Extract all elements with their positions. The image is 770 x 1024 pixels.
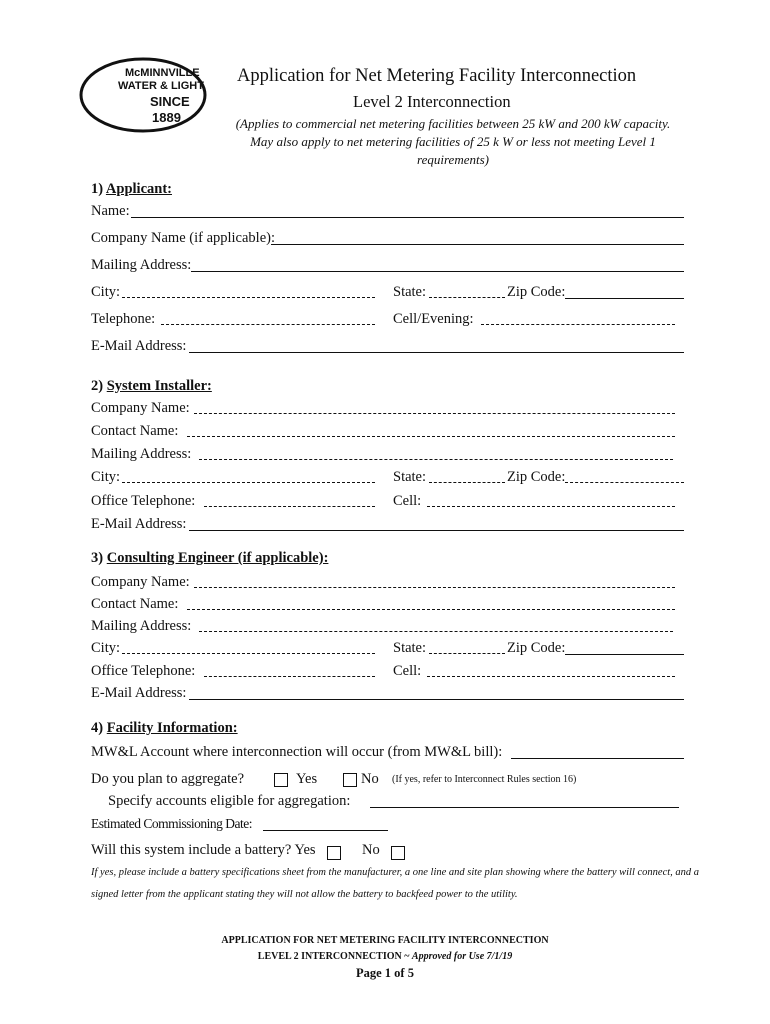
installer-mailing-field[interactable]	[199, 459, 673, 460]
facility-account-row	[91, 742, 684, 762]
applicant-name-row	[91, 201, 684, 221]
installer-office-label: Office Telephone:	[91, 493, 196, 509]
engineer-city-row	[91, 638, 684, 658]
installer-state-field[interactable]	[429, 482, 505, 483]
engineer-email-field[interactable]	[189, 699, 684, 700]
engineer-email-label: E-Mail Address:	[91, 685, 187, 701]
engineer-email-row	[91, 683, 684, 703]
engineer-cell-field[interactable]	[427, 676, 675, 677]
aggregate-yes-checkbox[interactable]	[274, 773, 288, 787]
facility-account-field[interactable]	[511, 758, 684, 759]
engineer-phone-row	[91, 661, 684, 681]
commissioning-row	[91, 814, 391, 834]
applicant-telephone-field[interactable]	[161, 324, 375, 325]
applicant-name-label: Name:	[91, 203, 130, 219]
installer-city-row	[91, 467, 684, 487]
logo-text-3: SINCE	[150, 94, 190, 109]
logo-text-2: WATER & LIGHT	[118, 80, 204, 92]
installer-city-field[interactable]	[122, 482, 375, 483]
aggregate-no-checkbox[interactable]	[343, 773, 357, 787]
applicant-cell-field[interactable]	[481, 324, 675, 325]
engineer-office-field[interactable]	[204, 676, 375, 677]
applicant-state-label: State:	[393, 284, 427, 300]
installer-company-field[interactable]	[194, 413, 675, 414]
engineer-mailing-field[interactable]	[199, 631, 673, 632]
engineer-company-row	[91, 572, 684, 592]
engineer-office-label: Office Telephone:	[91, 663, 196, 679]
section-engineer-heading: 3) Consulting Engineer (if applicable):	[91, 550, 329, 566]
commissioning-field[interactable]	[263, 830, 388, 831]
footer-approved: Approved for Use 7/1/19	[411, 951, 513, 962]
footer-line-1: APPLICATION FOR NET METERING FACILITY INTERCONNECTION	[221, 935, 549, 946]
engineer-zip-field[interactable]	[565, 654, 684, 655]
installer-zip-label: Zip Code:	[507, 469, 566, 485]
applicant-city-label: City:	[91, 284, 121, 300]
specify-row	[108, 791, 679, 811]
footer-level: LEVEL 2 INTERCONNECTION ~	[257, 951, 412, 962]
specify-label: Specify accounts eligible for aggregation:	[108, 793, 351, 809]
applicant-zip-label: Zip Code:	[507, 284, 566, 300]
engineer-company-label: Company Name:	[91, 574, 190, 590]
battery-note: If yes, please include a battery specifications sheet from the manufacturer, a one line and site plan showing where the battery will connect, and a signed letter from the applicant stating they will not allow the battery to backfeed power to the utility.	[91, 867, 700, 900]
applicant-telephone-label: Telephone:	[91, 311, 156, 327]
battery-yes-checkbox[interactable]	[327, 846, 341, 860]
battery-row	[91, 840, 421, 860]
installer-zip-field[interactable]	[565, 482, 684, 483]
applicant-phone-row	[91, 309, 684, 329]
logo-text-4: 1889	[152, 110, 181, 125]
engineer-contact-field[interactable]	[187, 609, 675, 610]
aggregate-question: Do you plan to aggregate?	[91, 771, 245, 787]
aggregate-yes-label: Yes	[296, 771, 318, 787]
applicant-email-row	[91, 336, 684, 356]
page-subtitle: Level 2 Interconnection	[353, 92, 511, 111]
installer-state-label: State:	[393, 469, 427, 485]
installer-cell-field[interactable]	[427, 506, 675, 507]
installer-phone-row	[91, 491, 684, 511]
applicant-email-label: E-Mail Address:	[91, 338, 187, 354]
applicant-state-field[interactable]	[429, 297, 505, 298]
footer-line-2	[0, 951, 770, 962]
applicant-zip-field[interactable]	[565, 298, 684, 299]
applicant-company-field[interactable]	[271, 244, 684, 245]
applicant-city-field[interactable]	[122, 297, 375, 298]
applicant-mailing-field[interactable]	[191, 271, 684, 272]
battery-no-checkbox[interactable]	[391, 846, 405, 860]
applicant-cell-label: Cell/Evening:	[393, 311, 474, 327]
engineer-state-field[interactable]	[429, 653, 505, 654]
engineer-city-field[interactable]	[122, 653, 375, 654]
applicant-mailing-row	[91, 255, 684, 275]
applicant-name-field[interactable]	[131, 217, 684, 218]
engineer-city-label: City:	[91, 640, 121, 656]
applicability-note: (Applies to commercial net metering facilities between 25 kW and 200 kW capacity. May also apply to net metering facilities of 25 k W or less not meeting Level 1 requirements)	[235, 116, 671, 167]
aggregate-row	[91, 769, 684, 789]
logo-text-1: McMINNVILLE	[125, 67, 200, 79]
facility-account-label: MW&L Account where interconnection will occur (from MW&L bill):	[91, 744, 503, 760]
aggregate-no-label: No	[361, 771, 379, 787]
engineer-company-field[interactable]	[194, 587, 675, 588]
battery-question: Will this system include a battery? Yes	[91, 842, 316, 858]
installer-contact-label: Contact Name:	[91, 423, 179, 439]
specify-field[interactable]	[370, 807, 679, 808]
applicant-company-row	[91, 228, 684, 248]
section-installer-heading: 2) System Installer:	[91, 378, 212, 394]
engineer-state-label: State:	[393, 640, 427, 656]
company-logo	[78, 56, 208, 134]
installer-company-label: Company Name:	[91, 400, 190, 416]
applicant-email-field[interactable]	[189, 352, 684, 353]
installer-mailing-row	[91, 444, 684, 464]
battery-no-label: No	[362, 842, 380, 858]
aggregate-note: (If yes, refer to Interconnect Rules section 16)	[392, 774, 577, 785]
page-number: Page 1 of 5	[356, 966, 414, 980]
engineer-contact-label: Contact Name:	[91, 596, 179, 612]
installer-email-label: E-Mail Address:	[91, 516, 187, 532]
engineer-contact-row	[91, 594, 684, 614]
applicant-mailing-label: Mailing Address:	[91, 257, 192, 273]
installer-office-field[interactable]	[204, 506, 375, 507]
commissioning-label: Estimated Commissioning Date:	[91, 816, 252, 831]
installer-contact-field[interactable]	[187, 436, 675, 437]
engineer-mailing-row	[91, 616, 684, 636]
installer-email-row	[91, 514, 684, 534]
installer-contact-row	[91, 421, 684, 441]
section-facility-heading: 4) Facility Information:	[91, 720, 238, 736]
page-title: Application for Net Metering Facility Interconnection	[237, 66, 637, 86]
installer-cell-label: Cell:	[393, 493, 422, 509]
installer-email-field[interactable]	[189, 530, 684, 531]
engineer-cell-label: Cell:	[393, 663, 422, 679]
applicant-city-row	[91, 282, 684, 302]
engineer-mailing-label: Mailing Address:	[91, 618, 192, 634]
installer-mailing-label: Mailing Address:	[91, 446, 192, 462]
installer-city-label: City:	[91, 469, 121, 485]
section-applicant-heading: 1) Applicant:	[91, 181, 172, 197]
applicant-company-label: Company Name (if applicable):	[91, 230, 276, 246]
installer-company-row	[91, 398, 684, 418]
engineer-zip-label: Zip Code:	[507, 640, 566, 656]
